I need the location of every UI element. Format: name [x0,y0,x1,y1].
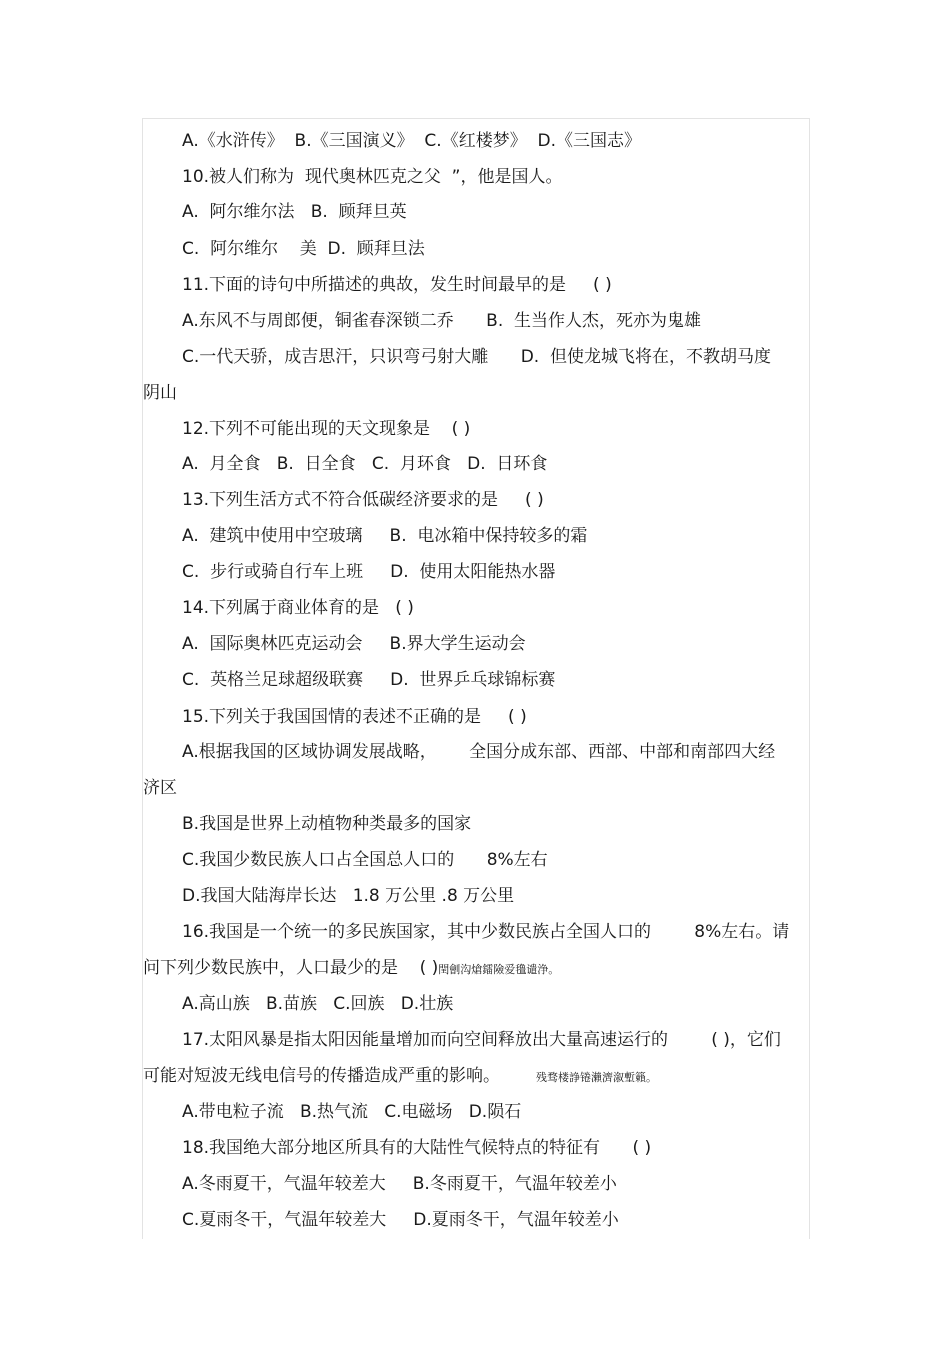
q11-question: 11.下面的诗句中所描述的典故，发生时间最早的是 ( ) [182,275,612,295]
q10-question: 10.被人们称为 现代奥林匹克之父 ”，他是国人。 [182,167,563,187]
q17-options: A.带电粒子流 B.热气流 C.电磁场 D.陨石 [182,1102,522,1122]
q17-question: 17.太阳风暴是指太阳因能量增加而向空间释放出大量高速运行的 ( )，它们 [182,1030,781,1050]
q16-options: A.高山族 B.苗族 C.回族 D.壮族 [182,994,454,1014]
q13-options-ab: A. 建筑中使用中空玻璃 B. 电冰箱中保持较多的霜 [182,526,588,546]
q18-options-cd: C.夏雨冬干，气温年较差大 D.夏雨冬干，气温年较差小 [182,1210,619,1230]
q14-question: 14.下列属于商业体育的是 ( ) [182,598,414,618]
q18-question: 18.我国绝大部分地区所具有的大陆性气候特点的特征有 ( ) [182,1138,652,1158]
q15-question: 15.下列关于我国国情的表述不正确的是 ( ) [182,707,527,727]
q18-options-ab: A.冬雨夏干，气温年较差大 B.冬雨夏干，气温年较差小 [182,1174,617,1194]
q11-options-cd: C.一代天骄，成吉思汗，只识弯弓射大雕 D. 但使龙城飞将在，不教胡马度 [182,347,771,367]
q17-question-cont-text: 可能对短波无线电信号的传播造成严重的影响。 [143,1066,500,1086]
q16-question: 16.我国是一个统一的多民族国家，其中少数民族占全国人口的 8%左右。请 [182,922,790,942]
q16-garbled-text: 閏劊沟熗鐳險爱氇谴浄。 [438,963,560,976]
q15-option-a: A.根据我国的区域协调发展战略， 全国分成东部、西部、中部和南部四大经 [182,742,776,762]
q14-options-ab: A. 国际奥林匹克运动会 B.界大学生运动会 [182,634,526,654]
q10-options-ab: A. 阿尔维尔法 B. 顾拜旦英 [182,202,407,222]
q9-options: A.《水浒传》 B.《三国演义》 C.《红楼梦》 D.《三国志》 [182,131,641,151]
q13-question: 13.下列生活方式不符合低碳经济要求的是 ( ) [182,490,544,510]
q13-options-cd: C. 步行或骑自行车上班 D. 使用太阳能热水器 [182,562,556,582]
q11-options-ab: A.东风不与周郎便，铜雀春深锁二乔 B. 生当作人杰，死亦为鬼雄 [182,311,702,331]
q15-option-b: B.我国是世界上动植物种类最多的国家 [182,814,472,834]
q16-question-cont [143,957,559,981]
q16-question-cont-text: 问下列少数民族中，人口最少的是 ( ) [143,958,439,978]
q12-options: A. 月全食 B. 日全食 C. 月环食 D. 日环食 [182,454,548,474]
q12-question: 12.下列不可能出现的天文现象是 ( ) [182,419,471,439]
q17-garbled-text: 残骛楼諍锩瀨濟溆塹籟。 [536,1071,657,1084]
q15-option-d: D.我国大陆海岸长达 1.8 万公里 .8 万公里 [182,886,515,906]
q10-options-cd: C. 阿尔维尔 美 D. 顾拜旦法 [182,239,425,259]
q17-question-cont [143,1065,657,1089]
q11-options-cd-cont: 阴山 [143,383,177,403]
q15-option-c: C.我国少数民族人口占全国总人口的 8%左右 [182,850,548,870]
q14-options-cd: C. 英格兰足球超级联赛 D. 世界乒乓球锦标赛 [182,670,556,690]
q15-option-a-cont: 济区 [143,778,177,798]
